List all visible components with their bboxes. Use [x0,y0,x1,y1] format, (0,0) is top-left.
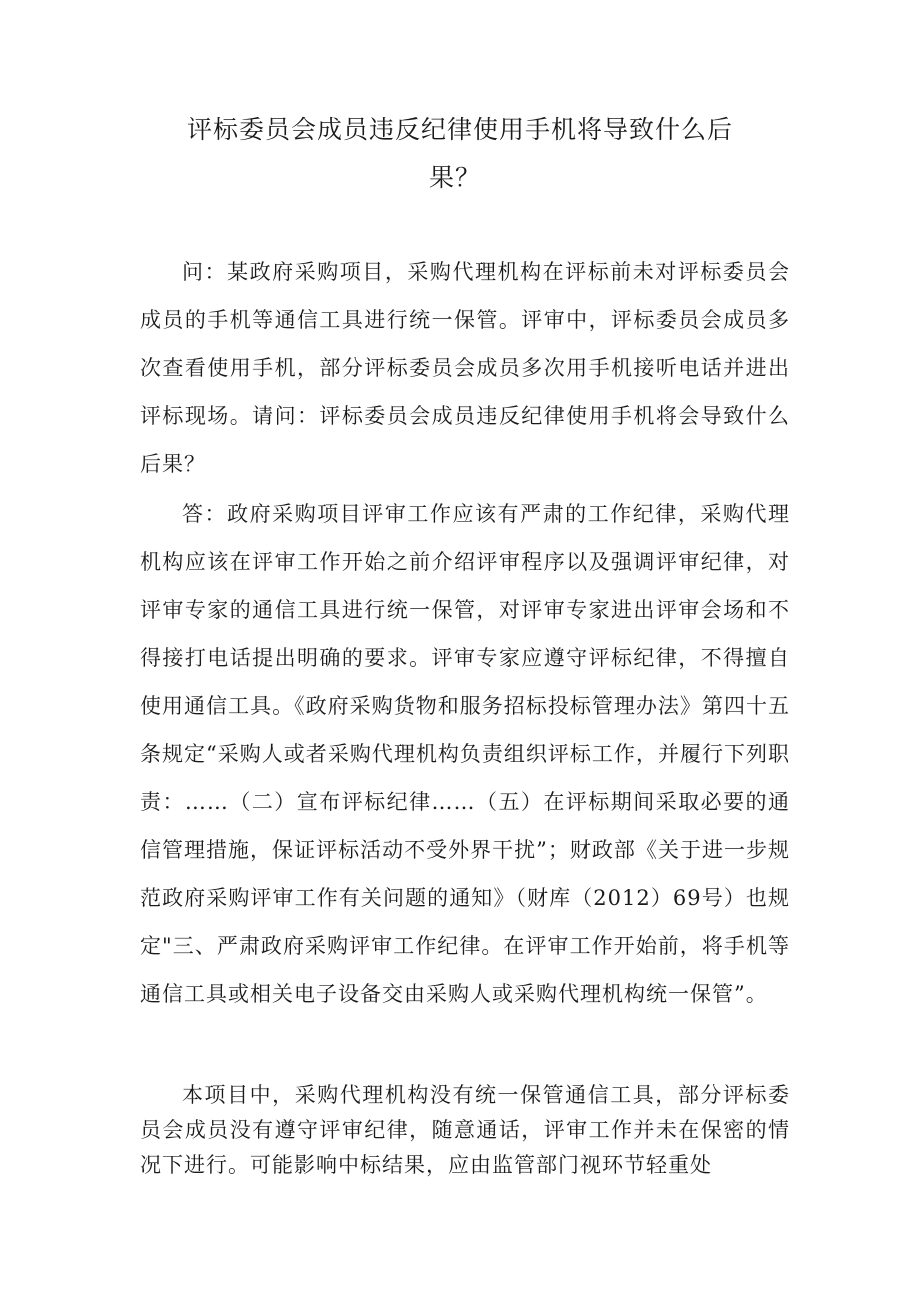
question-paragraph: 问：某政府采购项目，采购代理机构在评标前未对评标委员会成员的手机等通信工具进行统一保管。评审中，评标委员会成员多次查看使用手机，部分评标委员会成员多次用手机接听电话并进出评标现场。请问：评标委员会成员违反纪律使用手机将会导致什么后果？ [140,260,790,476]
title-line-2: 果？ [429,163,482,192]
question-block [140,248,790,488]
answer-block [140,490,790,1018]
answer-paragraph: 答：政府采购项目评审工作应该有严肃的工作纪律，采购代理机构应该在评审工作开始之前介绍评审程序以及强调评审纪律，对评审专家的通信工具进行统一保管，对评审专家进出评审会场和不得接打电话提出明确的要求。评审专家应遵守评标纪律，不得擅自使用通信工具。《政府采购货物和服务招标投标管理办法》第四十五条规定“采购人或者采购代理机构负责组织评标工作，并履行下列职责：……（二）宣布评标纪律……（五）在评标期间采取必要的通信管理措施，保证评标活动不受外界干扰”；财政部《关于进一步规范政府采购评审工作有关问题的通知》（财库（2012）69号）也规定"三、严肃政府采购评审工作纪律。在评审工作开始前，将手机等通信工具或相关电子设备交由采购人或采购代理机构统一保管”。 [140,502,790,1006]
conclusion-paragraph: 本项目中，采购代理机构没有统一保管通信工具，部分评标委员会成员没有遵守评审纪律，随意通话，评审工作并未在保密的情况下进行。可能影响中标结果，应由监管部门视环节轻重处 [140,1083,790,1177]
conclusion-block [140,1078,790,1183]
title-line-1: 评标委员会成员违反纪律使用手机将导致什么后 [186,115,733,144]
